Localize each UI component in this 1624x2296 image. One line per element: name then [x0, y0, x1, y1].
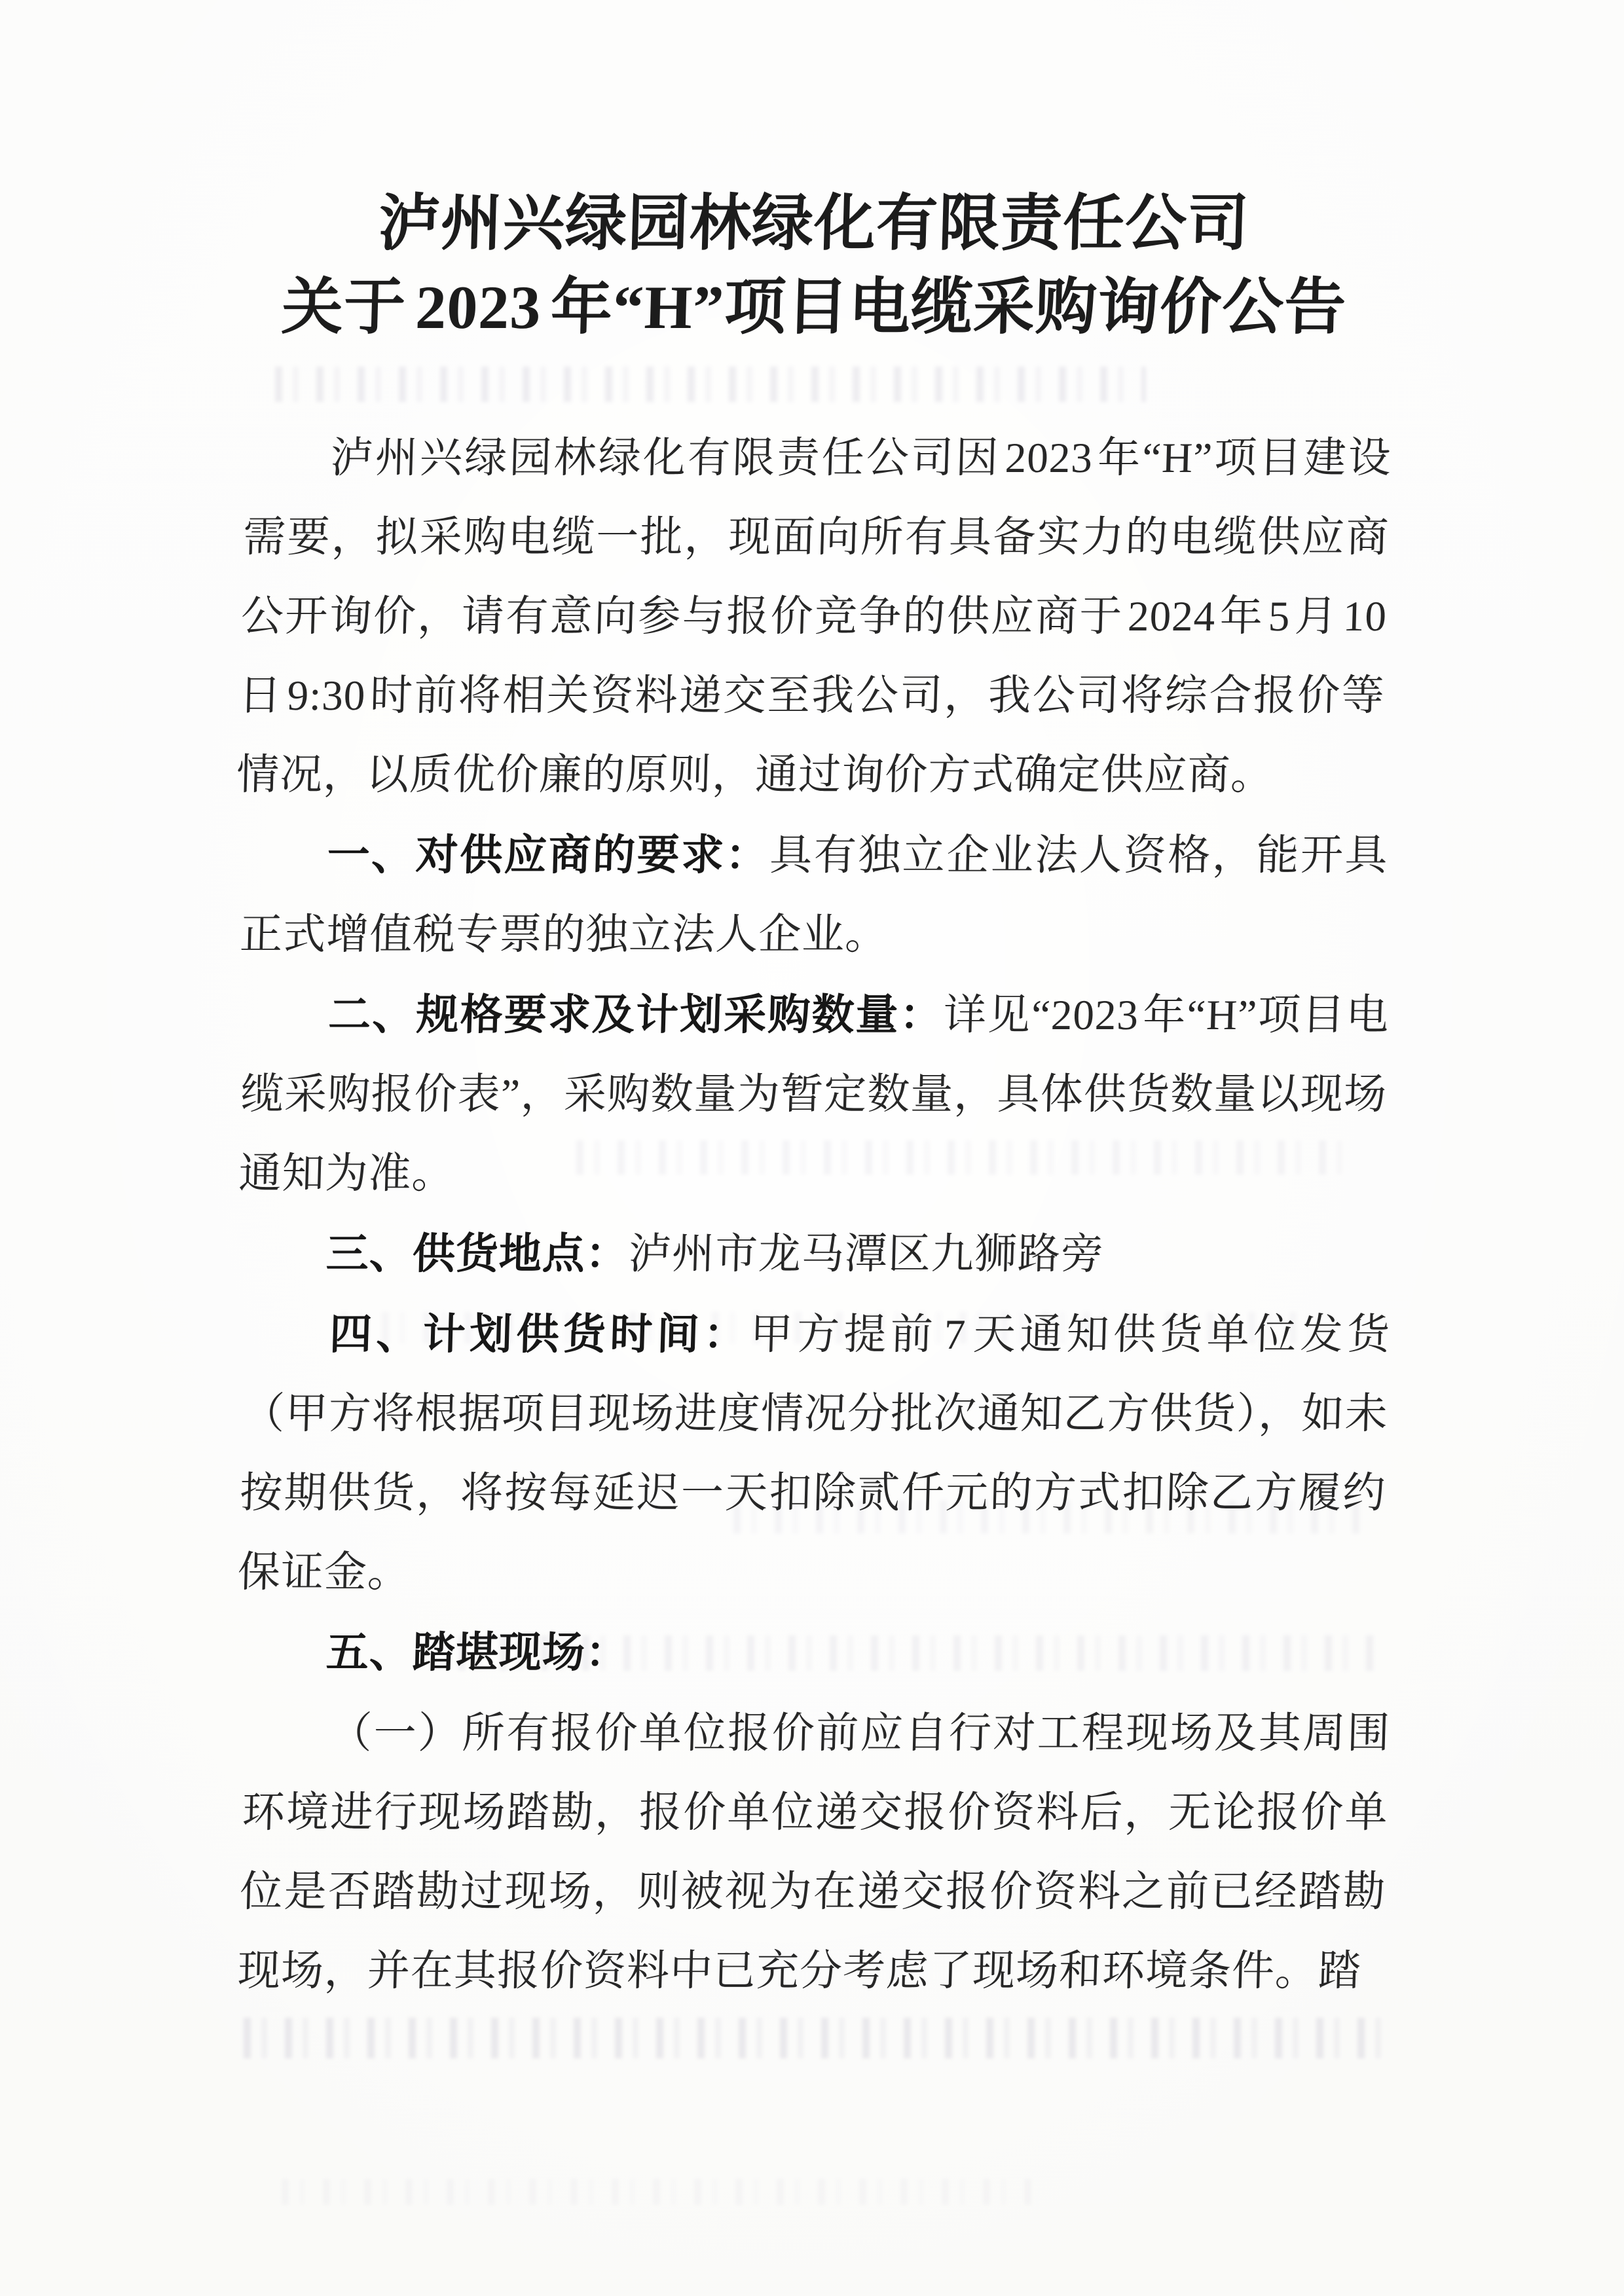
section-4-heading: 四、计划供货时间：: [329, 1310, 751, 1358]
document-title-line-2: 关于 2023 年“H”项目电缆采购询价公告: [280, 274, 1348, 342]
paragraph-text: 泸州兴绿园林绿化有限责任公司因 2023 年“H”项目建设需要，拟采购电缆一批，现面向所有具备实力的电缆供应商公开询价，请有意向参与报价竞争的供应商于 2024 年 5 月 10 日 9:30 时前将相关资料递交至我公司，我公司将综合报价等情况，以质优价廉的原则，通过询价方式确定供应商。: [236, 435, 1392, 799]
bleedthrough-artifact: [244, 2018, 1383, 2058]
section-2-text: 详见“2023 年“H”项目电缆采购报价表”，采购数量为暂定数量，具体供货数量以现场通知为准。: [238, 992, 1390, 1197]
document-header: [241, 182, 1387, 350]
document-content: [236, 0, 1392, 2011]
section-1-supplier-requirements: [239, 815, 1390, 975]
intro-paragraph: [236, 418, 1393, 815]
document-body: [236, 418, 1392, 2011]
section-3-delivery-location: [240, 1214, 1388, 1294]
section-1-heading: 一、对供应商的要求：: [326, 831, 771, 879]
section-5-item-1-paragraph: [236, 1693, 1392, 2011]
section-2-specifications-quantity: [238, 975, 1390, 1214]
section-5-site-survey: [240, 1613, 1388, 1693]
section-4-delivery-schedule: [236, 1294, 1392, 1613]
section-5-heading: 五、踏堪现场：: [325, 1628, 630, 1676]
section-3-text: 泸州市龙马潭区九狮路旁: [627, 1231, 1105, 1278]
bleedthrough-artifact: [282, 2179, 1035, 2205]
document-title-line-1: 泸州兴绿园林绿化有限责任公司: [377, 190, 1251, 258]
section-1-text: 具有独立企业法人资格，能开具正式增值税专票的独立法人企业。: [239, 832, 1389, 958]
section-2-heading: 二、规格要求及计划采购数量：: [327, 991, 944, 1038]
paragraph-text: （一）所有报价单位报价前应自行对工程现场及其周围环境进行现场踏勘，报价单位递交报价资料后，无论报价单位是否踏勘过现场，则被视为在递交报价资料之前已经踏勘现场，并在其报价资料中已充分考虑了现场和环境条件。踏: [236, 1710, 1392, 1995]
section-3-heading: 三、供货地点：: [325, 1230, 630, 1277]
section-4-text: 甲方提前 7 天通知供货单位发货（甲方将根据项目现场进度情况分批次通知乙方供货），如未按期供货，将按每延迟一天扣除贰仟元的方式扣除乙方履约保证金。: [236, 1311, 1392, 1596]
